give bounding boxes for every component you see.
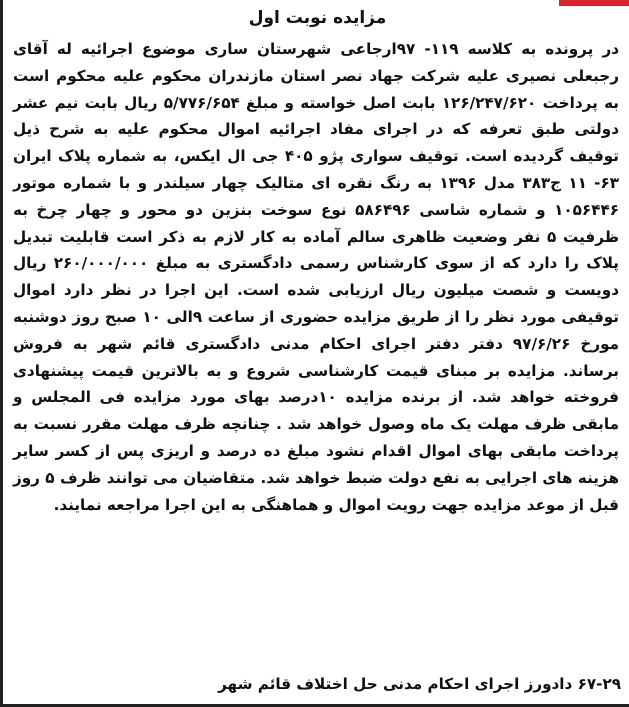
- notice-title: مزایده نوبت اول: [248, 8, 387, 28]
- notice-body: [13, 36, 619, 518]
- notice-signature: ۶۷-۲۹ دادورز اجرای احکام مدنی حل اختلاف قائم شهر: [218, 675, 621, 693]
- notice-paragraph: در پرونده به کلاسه ۱۱۹- ۹۷ارجاعی شهرستان ساری موضوع اجرائیه له آقای رجبعلی نصیری علیه شرکت جهاد نصر استان مازندران محکوم علیه محکوم است به پرداخت ۱۲۶/۲۴۷/۶۲۰ بابت اصل خواسته و مبلغ ۵/۷۷۶/۶۵۴ ریال بابت نیم عشر دولتی طبق تعرفه که در اجرای مفاد اجرائیه اموال محکوم علیه به شرح ذیل توقیف گردیده است. توقیف سواری پژو ۴۰۵ جی ال ایکس، به شماره پلاک ایران ۶۳- ۱۱ ج۳۸۳ مدل ۱۳۹۶ به رنگ نقره ای متالیک چهار سیلندر و با شماره موتور ۱۰۵۶۴۴۶ و شماره شاسی ۵۸۶۴۹۶ نوع سوخت بنزین دو محور و چهار چرخ به ظرفیت ۵ نفر وضعیت ظاهری سالم آماده به کار لازم به ذکر است قابلیت تبدیل پلاک را دارد که از سوی کارشناس رسمی دادگستری به مبلغ ۲۶۰/۰۰۰/۰۰۰ ریال دویست و شصت میلیون ریال ارزیابی شده است. این اجرا در نظر دارد اموال توقیفی مورد نظر را از طریق مزایده حضوری از ساعت ۹الی ۱۰ صبح روز دوشنبه مورخ ۹۷/۶/۲۶ دفتر دفتر اجرای احکام مدنی دادگستری قائم شهر به فروش برساند. مزایده بر مبنای قیمت کارشناسی شروع و به بالاترین قیمت پیشنهادی فروخته خواهد شد. از برنده مزایده ۱۰درصد بهای مورد مزایده فی المجلس و مابقی ظرف مهلت یک ماه وصول خواهد شد . چنانچه ظرف مهلت مقرر نسبت به پرداخت مابقی بهای اموال اقدام نشود مبلغ ده درصد و اریزی پس از کسر سایر هزینه های اجرایی به نفع دولت ضبط خواهد شد. متقاضیان می توانند ظرف ۵ روز قبل از موعد مزایده جهت رویت اموال و هماهنگی به این اجرا مراجعه نمایند.: [13, 40, 620, 514]
